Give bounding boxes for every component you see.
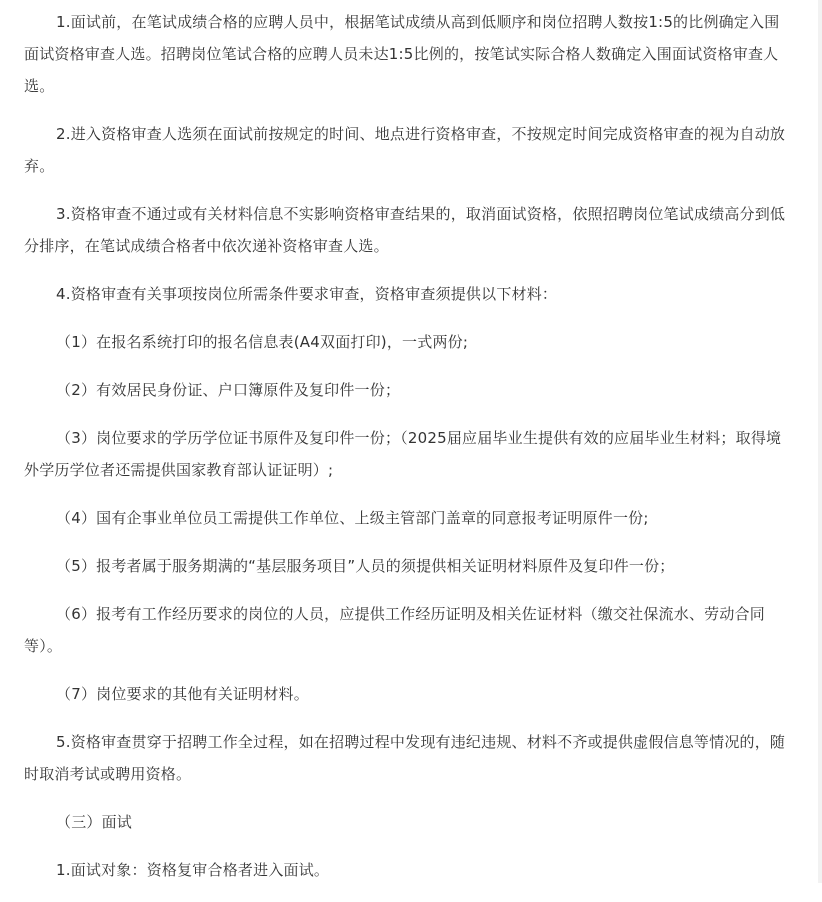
paragraph-interview-shortlist-rule: 1.面试前，在笔试成绩合格的应聘人员中，根据笔试成绩从高到低顺序和岗位招聘人数按1:5的比例确定入围面试资格审查人选。招聘岗位笔试合格的应聘人员未达1:5比例的，按笔试实际合格人数确定入围面试资格审查人选。 xyxy=(24,13,780,95)
page-right-edge xyxy=(818,0,822,883)
paragraph-review-throughout-process: 5.资格审查贯穿于招聘工作全过程，如在招聘过程中发现有违纪违规、材料不齐或提供虚假信息等情况的，随时取消考试或聘用资格。 xyxy=(24,733,786,783)
article-body xyxy=(24,6,786,902)
paragraph-qualification-review-time: 2.进入资格审查人选须在面试前按规定的时间、地点进行资格审查，不按规定时间完成资格审查的视为自动放弃。 xyxy=(24,125,786,175)
material-item-4: （4）国有企事业单位员工需提供工作单位、上级主管部门盖章的同意报考证明原件一份; xyxy=(56,509,649,527)
material-item-5: （5）报考者属于服务期满的“基层服务项目”人员的须提供相关证明材料原件及复印件一份； xyxy=(56,557,675,575)
material-item-2: （2）有效居民身份证、户口簿原件及复印件一份； xyxy=(56,381,401,399)
paragraph-interview-subjects: 1.面试对象：资格复审合格者进入面试。 xyxy=(56,861,330,879)
section-heading-interview: （三）面试 xyxy=(56,813,133,831)
material-item-3: （3）岗位要求的学历学位证书原件及复印件一份；（2025届应届毕业生提供有效的应届毕业生材料；取得境外学历学位者还需提供国家教育部认证证明）; xyxy=(24,429,782,479)
material-item-6: （6）报考有工作经历要求的岗位的人员，应提供工作经历证明及相关佐证材料（缴交社保流水、劳动合同等）。 xyxy=(24,605,765,655)
paragraph-review-failure-substitution: 3.资格审查不通过或有关材料信息不实影响资格审查结果的，取消面试资格，依照招聘岗位笔试成绩高分到低分排序，在笔试成绩合格者中依次递补资格审查人选。 xyxy=(24,205,786,255)
material-item-7: （7）岗位要求的其他有关证明材料。 xyxy=(56,685,309,703)
paragraph-required-materials-heading: 4.资格审查有关事项按岗位所需条件要求审查，资格审查须提供以下材料： xyxy=(56,285,558,303)
material-item-1: （1）在报名系统打印的报名信息表(A4双面打印)，一式两份; xyxy=(56,333,469,351)
